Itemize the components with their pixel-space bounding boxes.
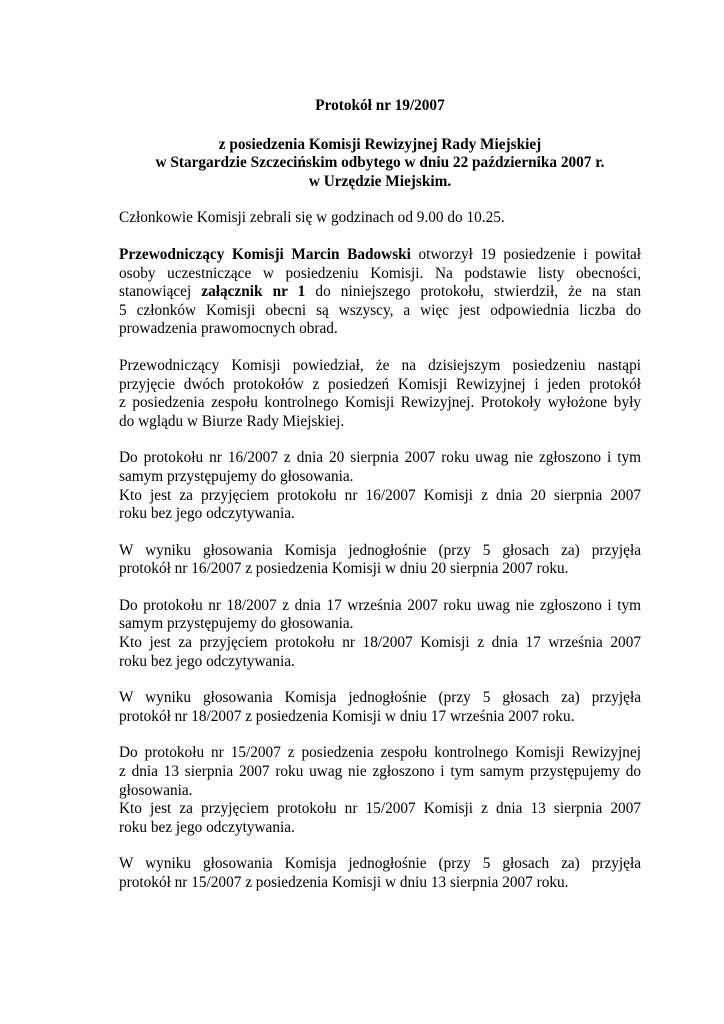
vote-18-paragraph: W wyniku głosowania Komisja jednogłośnie (przy 5 głosach za) przyjęła protokół nr 18/2007 z posiedzenia Komisji w dniu 17 września 2007 roku.: [119, 689, 641, 725]
document-title: Protokół nr 19/2007: [315, 97, 445, 114]
agenda-paragraph: Przewodniczący Komisji powiedział, że na dzisiejszym posiedzeniu nastąpi przyjęcie dwóch protokołów z posiedzeń Komisji Rewizyjnej i jeden protokół z posiedzenia zespołu kontrolnego Komisji Rewizyjnej. Protokoły wyłożone były do wglądu w Biurze Rady Miejskiej.: [119, 356, 641, 430]
opening-line-2: osoby uczestniczące w posiedzeniu Komisji. Na podstawie listy obecności,: [119, 264, 641, 282]
subtitle-line-2: w Stargardzie Szczecińskim odbytego w dniu 22 października 2007 r.: [155, 154, 605, 172]
subtitle-line-1: z posiedzenia Komisji Rewizyjnej Rady Miejskiej: [218, 135, 542, 153]
opening-paragraph: [119, 246, 641, 339]
opening-line-3: stanowiącej załącznik nr 1 do niniejszego protokołu, stwierdził, że na stan: [119, 283, 642, 301]
protocol-16-paragraph: Do protokołu nr 16/2007 z dnia 20 sierpnia 2007 roku uwag nie zgłoszono i tym samym przystępujemy do głosowania. Kto jest za przyjęciem protokołu nr 16/2007 Komisji z dnia 20 sierpnia 2007 roku bez jego odczytywania.: [119, 449, 641, 523]
vote-15-paragraph: W wyniku głosowania Komisja jednogłośnie (przy 5 głosach za) przyjęła protokół nr 15/2007 z posiedzenia Komisji w dniu 13 sierpnia 2007 roku.: [119, 855, 641, 891]
opening-line-1: Przewodniczący Komisji Marcin Badowski otworzył 19 posiedzenie i powitał: [119, 245, 641, 263]
protocol-18-paragraph: Do protokołu nr 18/2007 z dnia 17 września 2007 roku uwag nie zgłoszono i tym samym przystępujemy do głosowania. Kto jest za przyjęciem protokołu nr 18/2007 Komisji z dnia 17 września 2007 roku bez jego odczytywania.: [119, 596, 641, 670]
vote-16-paragraph: W wyniku głosowania Komisja jednogłośnie (przy 5 głosach za) przyjęła protokół nr 16/2007 z posiedzenia Komisji w dniu 20 sierpnia 2007 roku.: [119, 541, 641, 578]
document-page: [119, 97, 641, 893]
opening-line-5: prowadzenia prawomocnych obrad.: [119, 320, 338, 338]
opening-line-4: 5 członków Komisji obecni są wszyscy, a więc jest odpowiednia liczba do: [119, 301, 641, 319]
protocol-15-paragraph: Do protokołu nr 15/2007 z posiedzenia zespołu kontrolnego Komisji Rewizyjnej z dnia 13 sierpnia 2007 roku uwag nie zgłoszono i tym samym przystępujemy do głosowania. Kto jest za przyjęciem protokołu nr 15/2007 Komisji z dnia 13 sierpnia 2007 roku bez jego odczytywania.: [119, 744, 641, 836]
chair-name: Przewodniczący Komisji Marcin Badowski: [119, 245, 411, 263]
intro-paragraph: Członkowie Komisji zebrali się w godzinach od 9.00 do 10.25.: [119, 209, 505, 227]
subtitle-line-3: w Urzędzie Miejskim.: [308, 172, 452, 190]
attachment-reference: załącznik nr 1: [201, 283, 306, 301]
